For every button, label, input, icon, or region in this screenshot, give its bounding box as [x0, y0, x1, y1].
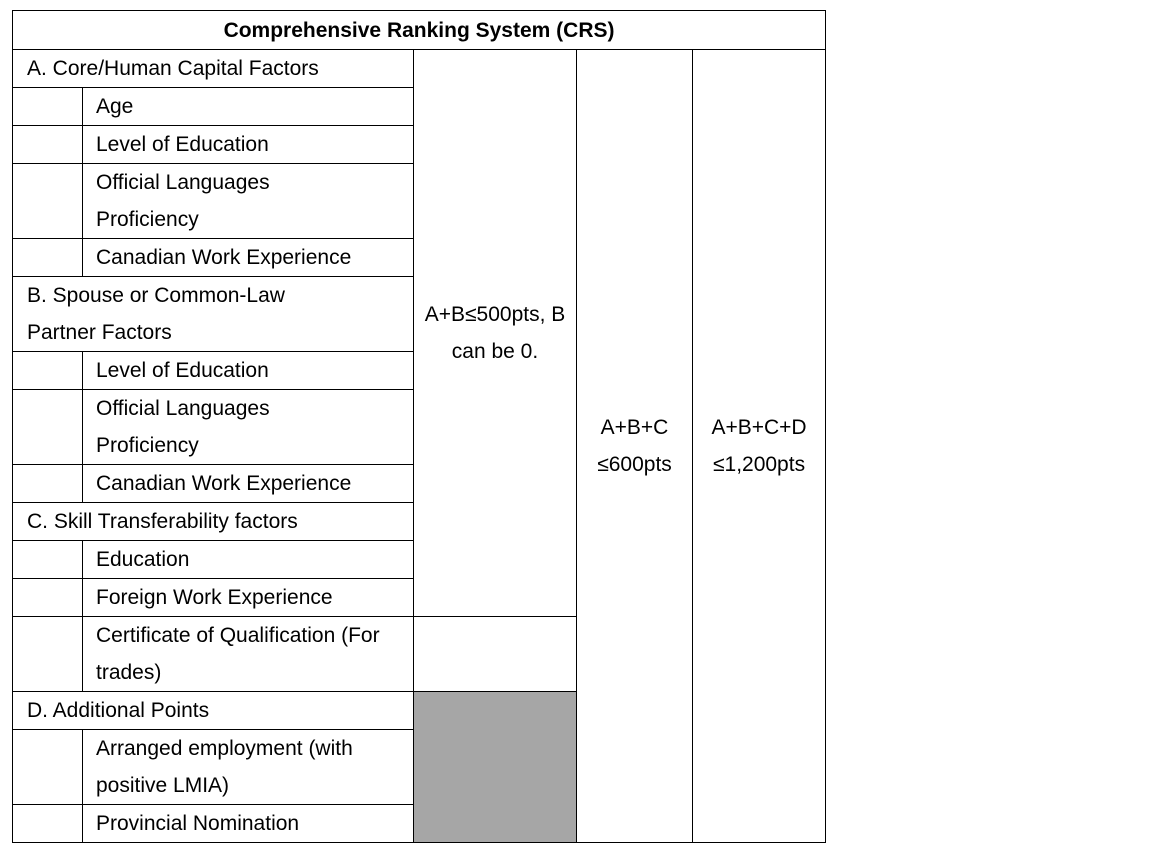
- section-b-label: [13, 277, 414, 352]
- table-title: Comprehensive Ranking System (CRS): [13, 11, 826, 50]
- section-b-label-text: B. Spouse or Common-Law Partner Factors: [27, 284, 285, 344]
- table-row: [83, 164, 414, 239]
- table-row: Level of Education: [83, 126, 414, 164]
- indent-cell: [13, 579, 83, 617]
- indent-cell: [13, 352, 83, 390]
- summary-a-plus-b-text: A+B≤500pts, B can be 0.: [424, 303, 566, 363]
- shaded-cell: [414, 692, 577, 843]
- indent-cell: [13, 805, 83, 843]
- indent-cell: [13, 390, 83, 465]
- table-row: Foreign Work Experience: [83, 579, 414, 617]
- table-row: Canadian Work Experience: [83, 239, 414, 277]
- summary-a-plus-b: [414, 50, 577, 617]
- table-row: Provincial Nomination: [83, 805, 414, 843]
- indent-cell: [13, 164, 83, 239]
- indent-cell: [13, 239, 83, 277]
- summary-a-b-c-d: [693, 50, 826, 843]
- indent-cell: [13, 730, 83, 805]
- table-row: [83, 617, 414, 692]
- section-d-label: D. Additional Points: [13, 692, 414, 730]
- table-row: Level of Education: [83, 352, 414, 390]
- table-row: [83, 390, 414, 465]
- table-row: Age: [83, 88, 414, 126]
- crs-table: [12, 10, 826, 843]
- table-row-text: Official Languages Proficiency: [96, 171, 270, 231]
- table-row-text: Official Languages Proficiency: [96, 397, 270, 457]
- table-row-text: Arranged employment (with positive LMIA): [96, 737, 353, 797]
- summary-a-b-c-text: A+B+C ≤600pts: [597, 416, 672, 476]
- table-row-text: Certificate of Qualification (For trades): [96, 624, 380, 684]
- indent-cell: [13, 617, 83, 692]
- section-a-label: A. Core/Human Capital Factors: [13, 50, 414, 88]
- indent-cell: [13, 541, 83, 579]
- table-row: Canadian Work Experience: [83, 465, 414, 503]
- indent-cell: [13, 465, 83, 503]
- table-row: [83, 730, 414, 805]
- indent-cell: [13, 126, 83, 164]
- table-row: Education: [83, 541, 414, 579]
- summary-a-b-c-d-text: A+B+C+D ≤1,200pts: [711, 416, 807, 476]
- indent-cell: [13, 88, 83, 126]
- section-c-label: C. Skill Transferability factors: [13, 503, 414, 541]
- summary-a-b-c: [577, 50, 693, 843]
